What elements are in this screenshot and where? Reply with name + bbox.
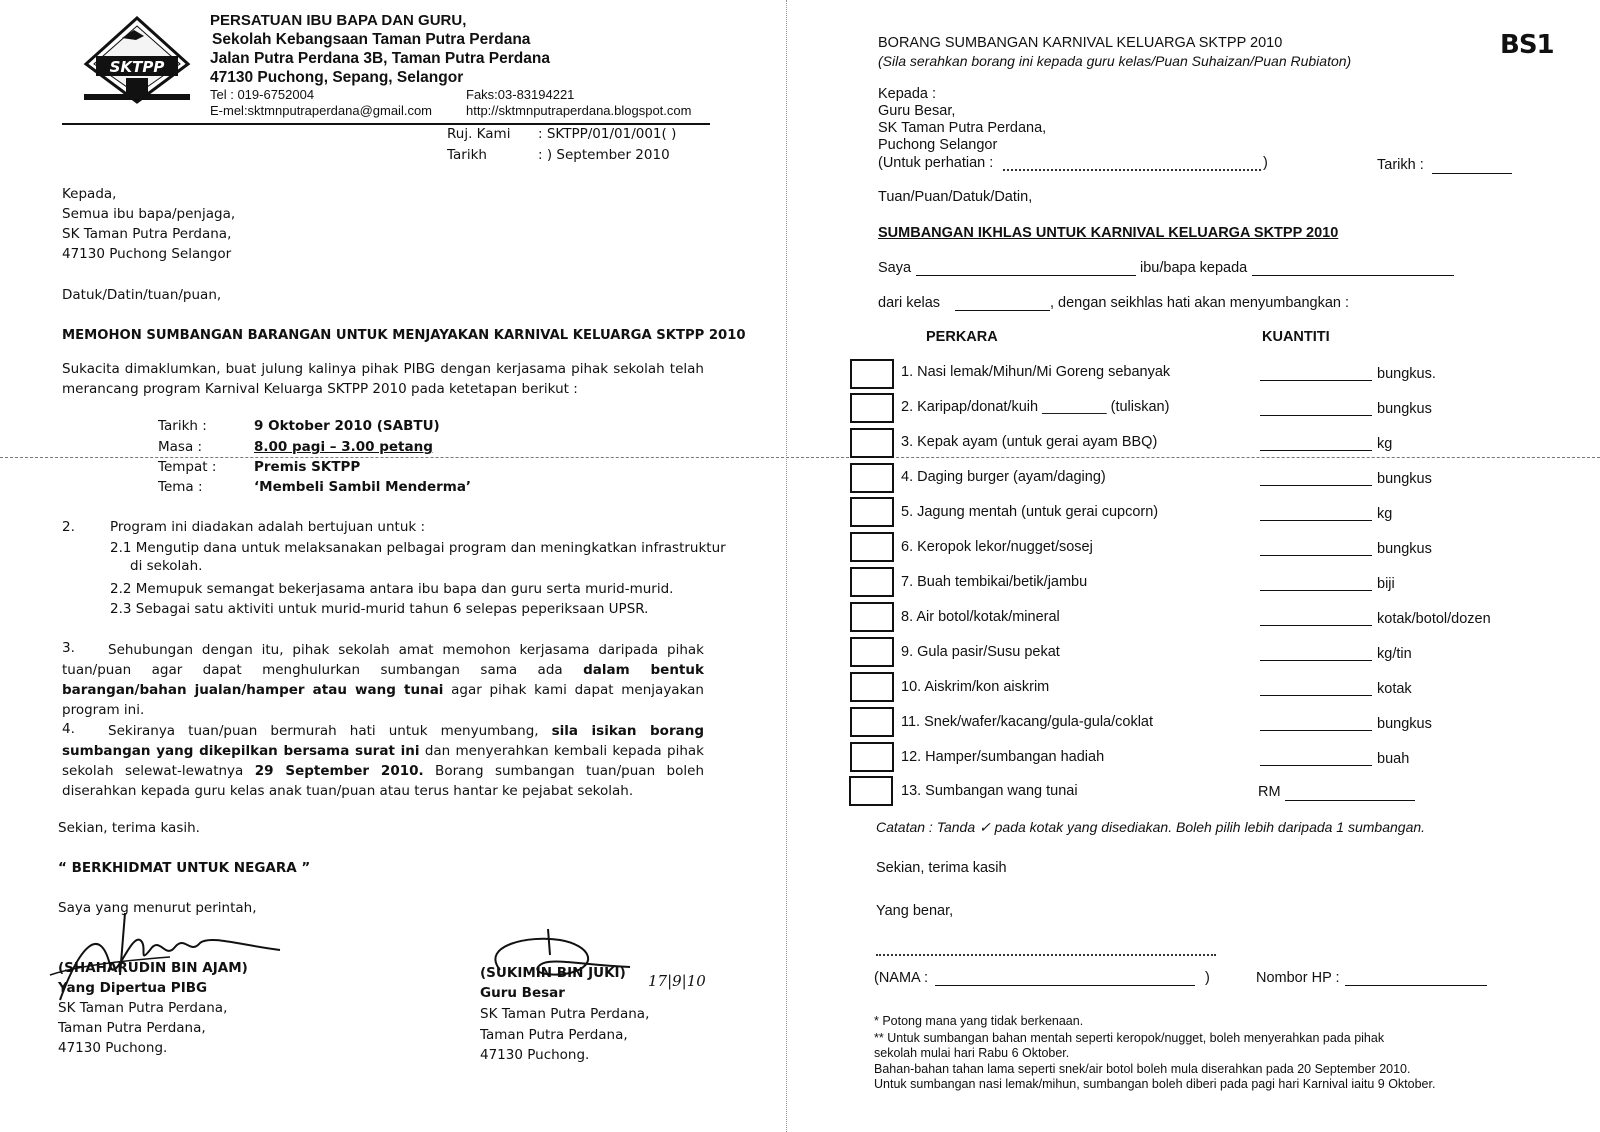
child-name-field[interactable] [1252,275,1454,276]
org-street: Jalan Putra Perdana 3B, Taman Putra Perdana [210,50,550,67]
item-quantity-field[interactable] [1260,730,1372,731]
item-label: 8. Air botol/kotak/mineral [901,609,1060,625]
item-quantity-field[interactable] [1260,695,1372,696]
signer-1-name: (SHAHARUDIN BIN AJAM) [58,960,248,976]
org-fax: Faks:03-83194221 [466,87,575,102]
form-date-label: Tarikh : [1377,157,1424,173]
to-line: 47130 Puchong Selangor [62,246,232,262]
form-name-label: (NAMA : [874,970,928,986]
item-label: 3. Kepak ayam (untuk gerai ayam BBQ) [901,434,1158,450]
item-quantity-field[interactable] [1260,415,1372,416]
para-2-item: 2.1 Mengutip dana untuk melaksanakan pelbagai program dan meningkatkan infrastruktur [110,540,726,556]
form-salutation: Tuan/Puan/Datuk/Datin, [878,189,1033,205]
item-label: 5. Jagung mentah (untuk gerai cupcorn) [901,504,1159,520]
para-2-item: 2.3 Sebagai satu aktiviti untuk murid-murid tahun 6 selepas peperiksaan UPSR. [110,601,649,617]
form-heading: SUMBANGAN IKHLAS UNTUK KARNIVAL KELUARGA SKTPP 2010 [878,225,1339,241]
detail-label: Masa : [158,439,203,455]
parent-name-field[interactable] [916,275,1136,276]
form-to-line: Guru Besar, [878,103,956,119]
intro-paragraph: Sukacita dimaklumkan, buat julung kalinya pihak PIBG dengan kerjasama pihak sekolah telah merancang program Karnival Keluarga SKTPP 2010 pada ketetapan berikut : [62,361,704,397]
item-quantity-field[interactable] [1260,380,1372,381]
para-3-text: Sehubungan dengan itu, pihak sekolah amat memohon kerjasama daripada pihak tuan/puan agar dapat menghulurkan sumbangan sama ada [62,642,704,678]
signer-2-title: Guru Besar [480,985,565,1001]
to-line: Semua ibu bapa/penjaga, [62,206,236,222]
class-field[interactable] [955,310,1050,311]
para-3-number: 3. [62,640,75,656]
item-checkbox[interactable] [850,428,894,458]
detail-label: Tarikh : [158,418,207,434]
footnote: ** Untuk sumbangan bahan mentah seperti keropok/nugget, boleh menyerahkan pada pihak [874,1031,1385,1045]
pledge-text: , dengan seikhlas hati akan menyumbangkan : [1050,295,1350,311]
org-city: 47130 Puchong, Sepang, Selangor [210,69,464,86]
item-unit: biji [1377,576,1395,592]
form-name-field[interactable] [935,985,1195,986]
header-rule [62,123,710,125]
item-label: 12. Hamper/sumbangan hadiah [901,749,1105,765]
item-checkbox[interactable] [849,776,893,806]
org-school: Sekolah Kebangsaan Taman Putra Perdana [212,31,531,48]
item-checkbox[interactable] [850,672,894,702]
form-closing: Sekian, terima kasih [876,860,1007,876]
to-line: SK Taman Putra Perdana, [62,226,232,242]
phone-field[interactable] [1345,985,1487,986]
order-line: Saya yang menurut perintah, [58,900,257,916]
signature-field[interactable] [876,954,1216,956]
item-unit: bungkus [1377,401,1432,417]
para-4 [62,721,704,801]
para-3-bold: dalam bentuk barangan/bahan jualan/hamper atau wang tunai [62,662,704,698]
attention-end: ) [1263,155,1268,171]
item-checkbox[interactable] [850,742,894,772]
org-website: http://sktmnputraperdana.blogspot.com [466,103,692,118]
signer-2-address: Taman Putra Perdana, [480,1027,628,1043]
signer-2-name: (SUKIMIN BIN JUKI) [480,965,626,981]
item-checkbox[interactable] [850,359,894,389]
svg-text:SKTPP: SKTPP [109,58,165,76]
item-unit: kg/tin [1377,646,1412,662]
detail-value: 8.00 pagi – 3.00 petang [254,439,433,455]
item-checkbox[interactable] [850,602,894,632]
item-checkbox[interactable] [850,532,894,562]
item-unit: kotak [1377,681,1412,697]
detail-label: Tempat : [158,459,217,475]
parent-of-label: ibu/bapa kepada [1140,260,1248,276]
closing: Sekian, terima kasih. [58,820,200,836]
form-to-line: Puchong Selangor [878,137,998,153]
footnote: Untuk sumbangan nasi lemak/mihun, sumbangan boleh diberi pada pagi hari Karnival iaitu 9 Oktober. [874,1077,1436,1091]
footnote: sekolah mulai hari Rabu 6 Oktober. [874,1046,1070,1060]
item-quantity-field[interactable] [1260,625,1372,626]
item-unit: bungkus. [1377,366,1436,382]
letter-subject: MEMOHON SUMBANGAN BARANGAN UNTUK MENJAYAKAN KARNIVAL KELUARGA SKTPP 2010 [62,328,746,343]
class-label: dari kelas [878,295,941,311]
handwritten-date: 17|9|10 [648,972,706,990]
attention-field[interactable] [1003,169,1261,171]
para-2-number: 2. [62,519,75,535]
item-checkbox[interactable] [850,497,894,527]
item-label: 13. Sumbangan wang tunai [901,783,1078,799]
item-checkbox[interactable] [850,637,894,667]
para-4-text: Sekiranya tuan/puan bermurah hati untuk menyumbang, [108,723,552,739]
para-4-deadline: 29 September 2010. [254,763,424,779]
form-to-line: Kepada : [878,86,937,102]
date-value: : ) September 2010 [538,147,670,163]
item-unit: bungkus [1377,541,1432,557]
para-4-bold: sila isikan borang sumbangan yang dikepilkan bersama surat ini [62,723,704,759]
item-quantity-field[interactable] [1260,660,1372,661]
form-to-line: SK Taman Putra Perdana, [878,120,1047,136]
ref-value: : SKTPP/01/01/001( ) [538,126,677,142]
motto: “ BERKHIDMAT UNTUK NEGARA ” [58,860,311,876]
item-unit: kg [1377,436,1393,452]
signer-2-address: 47130 Puchong. [480,1047,590,1063]
signer-1-address: 47130 Puchong. [58,1040,168,1056]
item-quantity-field[interactable] [1260,765,1372,766]
para-3-text-end: agar pihak kami dapat menjayakan program ini. [62,682,704,718]
school-logo-icon [82,16,192,108]
item-checkbox[interactable] [850,463,894,493]
footnote: * Potong mana yang tidak berkenaan. [874,1014,1084,1028]
salutation: Datuk/Datin/tuan/puan, [62,287,222,303]
signer-1-title: Yang Dipertua PIBG [58,980,208,996]
item-quantity-field[interactable] [1260,590,1372,591]
form-badge: BS1 [1500,30,1554,60]
fold-line-vertical [786,0,787,1132]
item-unit: buah [1377,751,1410,767]
form-note: Catatan : Tanda ✓ pada kotak yang disediakan. Boleh pilih lebih daripada 1 sumbangan. [876,819,1426,835]
item-label: 6. Keropok lekor/nugget/sosej [901,539,1093,555]
para-2-item: di sekolah. [130,558,203,574]
to-line: Kepada, [62,186,117,202]
date-label: Tarikh [447,147,487,163]
item-label: 2. Karipap/donat/kuih ________ (tuliskan) [901,399,1170,415]
detail-value: Premis SKTPP [254,459,361,475]
para-2-item: 2.2 Memupuk semangat bekerjasama antara ibu bapa dan guru serta murid-murid. [110,581,674,597]
cash-amount-field[interactable] [1285,800,1415,801]
footnote: Bahan-bahan tahan lama seperti snek/air botol boleh mula diserahkan pada 20 September 2010. [874,1062,1411,1076]
item-label: 1. Nasi lemak/Mihun/Mi Goreng sebanyak [901,364,1171,380]
cash-currency: RM [1258,784,1281,800]
column-header-quantity: KUANTITI [1262,329,1330,345]
signer-2-address: SK Taman Putra Perdana, [480,1006,650,1022]
item-label: 9. Gula pasir/Susu pekat [901,644,1060,660]
org-email: E-mel:sktmnputraperdana@gmail.com [210,103,433,118]
form-yours: Yang benar, [876,903,954,919]
fold-line-horizontal [0,457,1600,458]
org-tel: Tel : 019-6752004 [210,87,315,102]
org-name: PERSATUAN IBU BAPA DAN GURU, [210,12,467,29]
phone-label: Nombor HP : [1256,970,1340,986]
form-date-field[interactable] [1432,173,1512,174]
para-4-number: 4. [62,721,75,737]
item-label: 10. Aiskrim/kon aiskrim [901,679,1050,695]
item-checkbox[interactable] [850,567,894,597]
para-4-text: dan menyerahkan kembali kepada pihak sekolah selewat-lewatnya [62,743,704,779]
item-quantity-field[interactable] [1260,520,1372,521]
name-label: Saya [878,260,912,276]
detail-label: Tema : [158,479,203,495]
item-unit: bungkus [1377,471,1432,487]
item-label: 11. Snek/wafer/kacang/gula-gula/coklat [901,714,1154,730]
ref-label: Ruj. Kami [447,126,511,142]
form-name-end: ) [1205,970,1210,986]
item-unit: kotak/botol/dozen [1377,611,1491,627]
item-unit: kg [1377,506,1393,522]
item-label: 4. Daging burger (ayam/daging) [901,469,1106,485]
column-header-item: PERKARA [926,329,998,345]
signer-1-address: SK Taman Putra Perdana, [58,1000,228,1016]
item-quantity-field[interactable] [1260,450,1372,451]
detail-value: 9 Oktober 2010 (SABTU) [254,418,440,434]
item-unit: bungkus [1377,716,1432,732]
form-title: BORANG SUMBANGAN KARNIVAL KELUARGA SKTPP 2010 [878,35,1283,51]
form-subtitle: (Sila serahkan borang ini kepada guru kelas/Puan Suhaizan/Puan Rubiaton) [878,53,1352,69]
detail-value: ‘Membeli Sambil Menderma’ [254,479,472,495]
attention-label: (Untuk perhatian : [878,155,994,171]
para-3 [62,640,704,720]
para-2-title: Program ini diadakan adalah bertujuan untuk : [110,519,426,535]
item-quantity-field[interactable] [1260,485,1372,486]
item-label: 7. Buah tembikai/betik/jambu [901,574,1088,590]
para-4-text-end: Borang sumbangan tuan/puan boleh diserahkan kepada guru kelas anak tuan/puan atau terus hantar ke pejabat sekolah. [62,763,704,799]
signer-1-address: Taman Putra Perdana, [58,1020,206,1036]
item-quantity-field[interactable] [1260,555,1372,556]
item-checkbox[interactable] [850,707,894,737]
item-checkbox[interactable] [850,393,894,423]
